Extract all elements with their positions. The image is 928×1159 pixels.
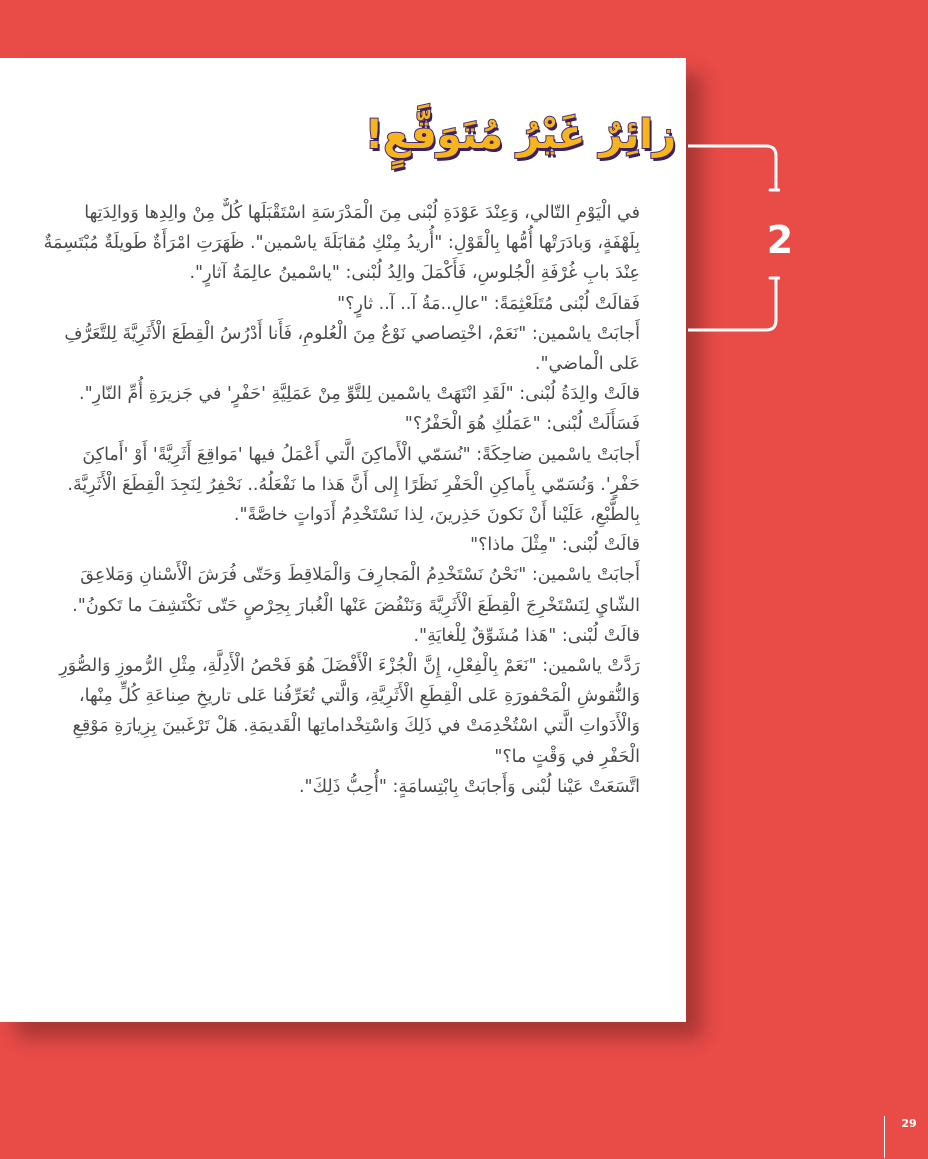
page-number: 29: [901, 1117, 917, 1130]
story-paragraph: أَجابَتْ ياسْمين: "نَحْنُ نَسْتَخْدِمُ الْمَجارِفَ وَالْمَلاقِطَ وَحَتّى فُرَشَ الْأَسْنانِ وَمَلاعِقَ الشّايِ لِنَسْتَخْرِجَ الْقِطَعَ الْأَثَرِيَّةَ وَنَنْفُضَ عَنْها الْغُبارَ بِحِرْصٍ حَتّى نَكْتَشِفَ ما تَكونُ".: [72, 565, 640, 616]
story-paragraph: أَجابَتْ ياسْمين: "نَعَمْ، اخْتِصاصي نَوْعٌ مِنَ الْعُلومِ، فَأَنا أَدْرُسُ الْقِطَعَ الْأَثَرِيَّةَ لِلتَّعَرُّفِ عَلى الْماضي".: [64, 323, 640, 375]
story-paragraph: فَسَأَلَتْ لُبْنى: "عَمَلُكِ هُوَ الْحَفْرُ؟": [404, 414, 640, 435]
story-paragraph: فَقالَتْ لُبْنى مُتَلَعْثِمَةً: "عالِ..مَةُ آ.. آ.. ثارٍ؟": [337, 293, 640, 314]
story-paragraph: قالَتْ لُبْنى: "مِثْلَ ماذا؟": [470, 535, 640, 556]
story-paragraph: قالَتْ لُبْنى: "هَذا مُشَوِّقٌ لِلْغايَةِ".: [413, 625, 640, 646]
story-paragraph: اتَّسَعَتْ عَيْنا لُبْنى وَأَجابَتْ بِابْتِسامَةٍ: "أُحِبُّ ذَلِكَ".: [298, 776, 640, 797]
story-paragraph: في الْيَوْمِ التّالي، وَعِنْدَ عَوْدَةِ لُبْنى مِنَ الْمَدْرَسَةِ اسْتَقْبَلَها كُلٌّ مِنْ والِدِها وَوالِدَتِها بِلَهْفَةٍ، وَبادَرَتْها أُمُّها بِالْقَوْلِ: "أُريدُ مِنْكِ مُقابَلَةَ ياسْمين". ظَهَرَتِ امْرَأَةٌ طَويلَةٌ مُبْتَسِمَةٌ عِنْدَ بابِ غُرْفَةِ الْجُلوسِ، فَأَكْمَلَ والِدُ لُبْنى: "ياسْمينُ عالِمَةُ آثارٍ".: [43, 203, 640, 284]
story-body: [40, 198, 640, 970]
story-paragraph: قالَتْ والِدَةُ لُبْنى: "لَقَدِ انْتَهَتْ ياسْمين لِلتَّوِّ مِنْ عَمَلِيَّةِ 'حَفْرٍ' في جَزيرَةِ أُمِّ النّارِ".: [79, 384, 640, 405]
page-number-divider: [884, 1116, 885, 1158]
chapter-number: 2: [766, 218, 794, 262]
story-paragraph: رَدَّتْ ياسْمين: "نَعَمْ بِالْفِعْلِ، إِنَّ الْجُزْءَ الْأَفْضَلَ هُوَ فَحْصُ الْأَدِلَّةِ، مِثْلِ الرُّموزِ وَالصُّوَرِ وَالنُّقوشِ الْمَحْفورَةِ عَلى الْقِطَعِ الْأَثَرِيَّةِ، وَالَّتي تُعَرِّفُنا عَلى تاريخِ صِناعَةِ كُلٍّ مِنْها، وَالْأَدَواتِ الَّتي اسْتُخْدِمَتْ في ذَلِكَ وَاسْتِخْداماتِها الْقَديمَةِ. هَلْ تَرْغَبينَ بِزِيارَةِ مَوْقِعِ الْحَفْرِ في وَقْتٍ ما؟": [59, 656, 640, 767]
story-paragraph: أَجابَتْ ياسْمين ضاحِكَةً: "نُسَمّي الْأَماكِنَ الَّتي أَعْمَلُ فيها 'مَواقِعَ أَثَرِيَّةً' أَوْ 'أَماكِنَ حَفْرٍ'. وَنُسَمّي بِأَماكِنِ الْحَفْرِ نَظَرًا إِلى أَنَّ هَذا ما نَفْعَلُهُ.. نَحْفِرُ لِنَجِدَ الْقِطَعَ الْأَثَرِيَّةَ. بِالطَّبْعِ، عَلَيْنا أَنْ نَكونَ حَذِرينَ، لِذا نَسْتَخْدِمُ أَدَواتٍ خاصَّةً".: [67, 444, 640, 526]
story-title: زائِرٌ غَيْرُ مُتَوَقَّعٍ!: [365, 112, 676, 158]
